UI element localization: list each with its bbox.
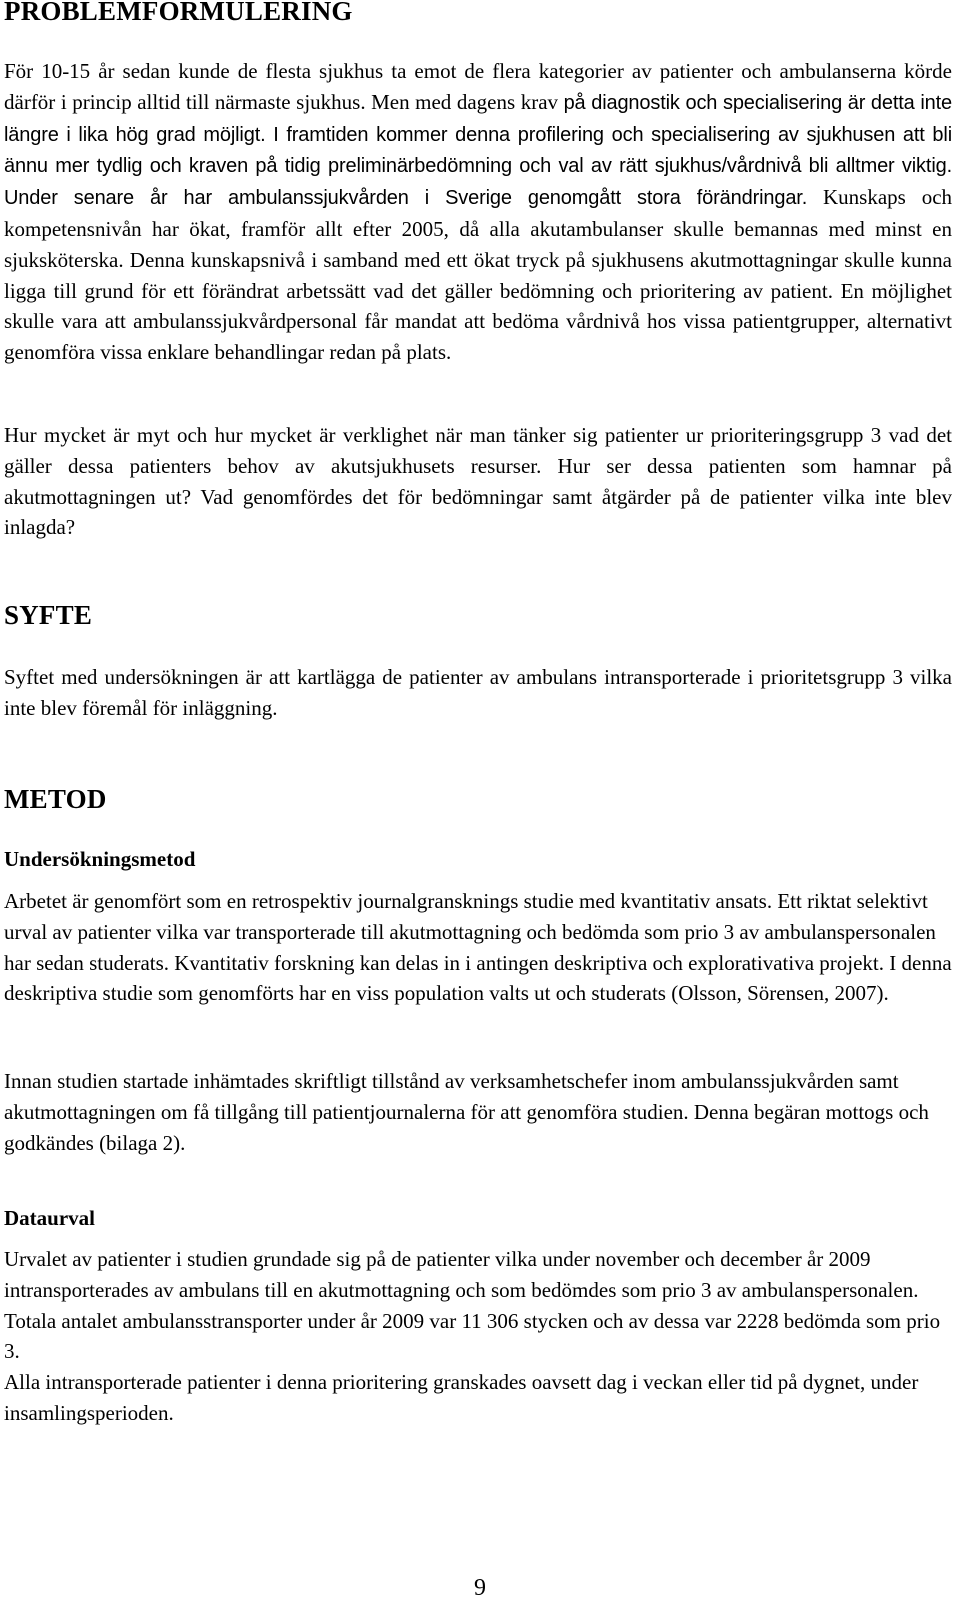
subheading-dataurval: Dataurval xyxy=(4,1206,95,1230)
paragraph-problem-1-serif-2: Kunskaps och kompetensnivån har ökat, framför allt efter 2005, då alla akutambulanser skulle bemannas med minst en sjuksköterska. Denna kunskapsnivå i samband med ett ökat tryck på sjukhusens akutmottagningar skulle kunna ligga till grund för ett förändrat arbetssätt vad det gäller bedömning och prioritering av patient. En möjlighet skulle vara att ambulanssjukvårdpersonal får mandat att bedöma vårdnivå hos vissa patientgrupper, alternativt genomföra vissa enklare behandlingar redan på plats. xyxy=(4,185,953,365)
paragraph-problem-1-sans: på diagnostik och specialisering är detta inte längre i lika hög grad möjligt. I framtiden kommer denna profilering och specialisering av sjukhusen att bli ännu mer tydlig och kraven på tidig preliminärbedömning och val av rätt sjukhus/vårdnivå bli alltmer viktig. Under senare år har ambulanssjukvården i Sverige genomgått stora förändringar. xyxy=(4,91,952,210)
heading-metod: METOD xyxy=(4,784,107,814)
paragraph-syfte: Syftet med undersökningen är att kartlägga de patienter av ambulans intransporterade i prioritetsgrupp 3 vilka inte blev föremål för inläggning. xyxy=(4,665,952,720)
paragraph-problem-2: Hur mycket är myt och hur mycket är verklighet när man tänker sig patienter ur prioriteringsgrupp 3 vad det gäller dessa patienters behov av akutsjukhusets resurser. Hur ser dessa patienten som hamnar på akutmottagningen ut? Vad genomfördes det för bedömningar samt åtgärder på de patienter vilka inte blev inlagda? xyxy=(4,423,952,540)
paragraph-problem-1 xyxy=(4,56,952,368)
paragraph-dataurval-2: Alla intransporterade patienter i denna prioritering granskades oavsett dag i veckan eller tid på dygnet, under insamlingsperioden. xyxy=(4,1370,919,1425)
paragraph-metod-1: Arbetet är genomfört som en retrospektiv journalgransknings studie med kvantitativ ansats. Ett riktat selektivt urval av patienter vilka var transporterade till akutmottagning och bedömda som prio 3 av ambulanspersonalen har sedan studerats. Kvantitativ forskning kan delas in i antingen deskriptiva och explorativativa projekt. I denna deskriptiva studie som genomförts har en viss population valts ut och studerats (Olsson, Sörensen, 2007). xyxy=(4,889,952,1006)
subheading-undersokningsmetod: Undersökningsmetod xyxy=(4,847,196,871)
paragraph-dataurval-1: Urvalet av patienter i studien grundade sig på de patienter vilka under november och december år 2009 intransporterades av ambulans till en akutmottagning och som bedömdes som prio 3 av ambulanspersonalen. Totala antalet ambulansstransporter under år 2009 var 11 306 stycken och av dessa var 2228 bedömda som prio 3. xyxy=(4,1247,941,1364)
heading-problemformulering: PROBLEMFORMULERING xyxy=(4,0,353,26)
paragraph-metod-2: Innan studien startade inhämtades skriftligt tillstånd av verksamhetschefer inom ambulanssjukvården samt akutmottagningen om få tillgång till patientjournalerna för att genomföra studien. Denna begäran mottogs och godkändes (bilaga 2). xyxy=(4,1069,929,1155)
heading-syfte: SYFTE xyxy=(4,600,93,630)
page-number: 9 xyxy=(474,1575,486,1601)
paragraph-problem-1-serif: För 10-15 år sedan kunde de flesta sjukhus ta emot de flera kategorier av patienter och ambulanserna körde därför i princip alltid till närmaste sjukhus. Men med dagens krav xyxy=(4,59,952,114)
